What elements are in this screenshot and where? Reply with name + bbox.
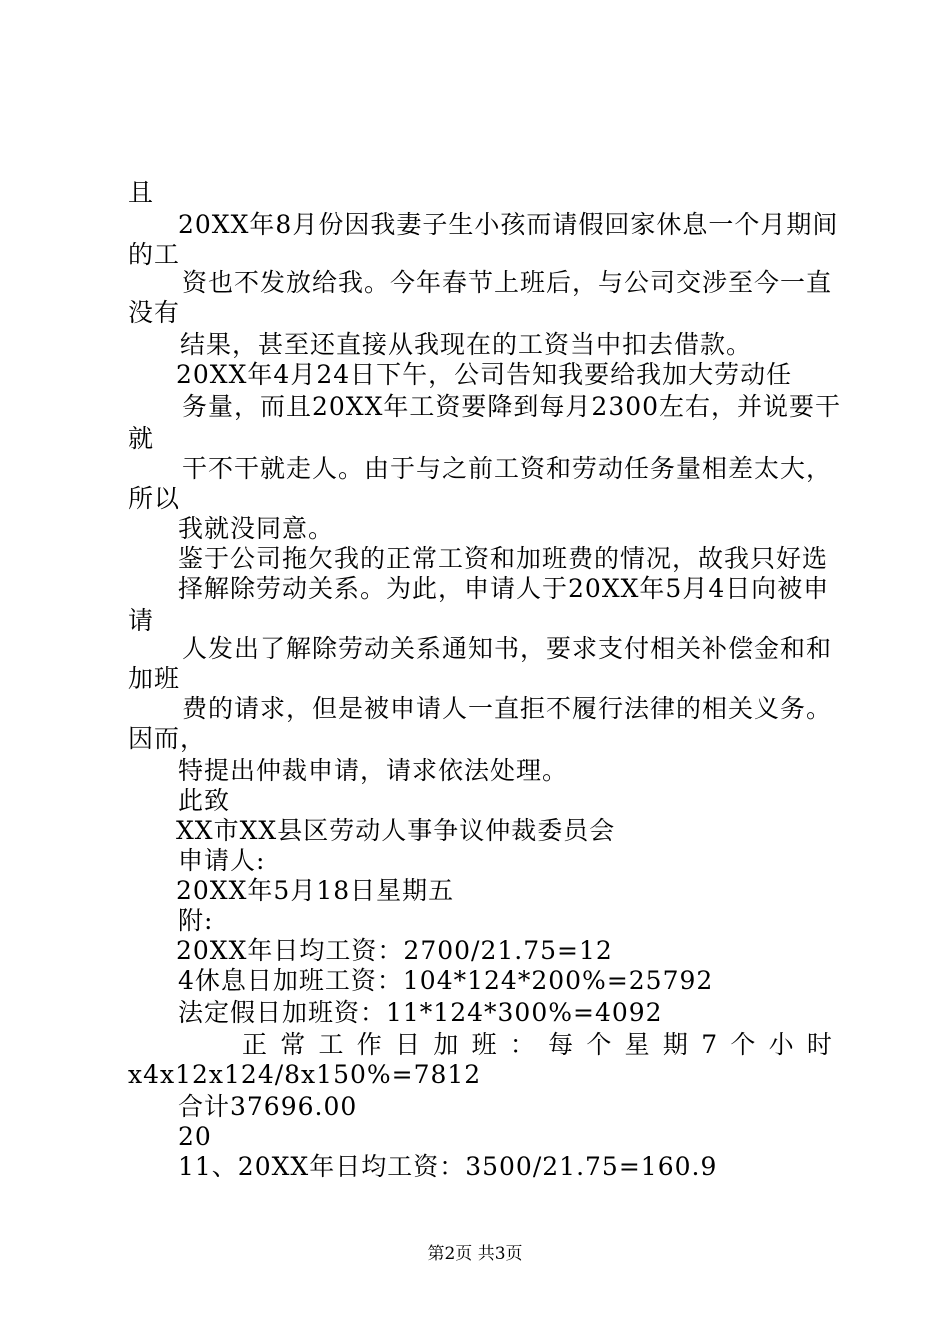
justified-char: 常 <box>280 1030 306 1059</box>
text-line: 务量，而且20XX年工资要降到每月2300左右，并说要干 <box>182 392 842 421</box>
text-line: 20XX年8月份因我妻子生小孩而请假回家休息一个月期间 <box>178 210 839 239</box>
justified-text-line <box>242 1030 832 1060</box>
justified-char: 作 <box>356 1030 382 1059</box>
justified-char: ： <box>509 1030 535 1059</box>
text-line: 4休息日加班工资：104*124*200%=25792 <box>178 966 714 995</box>
text-line: 因而， <box>128 724 207 753</box>
text-line: 合计37696.00 <box>178 1092 358 1121</box>
text-line: 20XX年5月18日星期五 <box>176 876 455 905</box>
text-line: 人发出了解除劳动关系通知书，要求支付相关补偿金和和 <box>182 634 833 663</box>
justified-char: 7 <box>701 1030 718 1059</box>
justified-char: 班 <box>471 1030 497 1059</box>
justified-char: 工 <box>318 1030 344 1059</box>
text-line: 我就没同意。 <box>178 514 335 543</box>
justified-char: 星 <box>624 1030 650 1059</box>
justified-char: 个 <box>586 1030 612 1059</box>
justified-char: 日 <box>395 1030 421 1059</box>
text-line: XX市XX县区劳动人事争议仲裁委员会 <box>176 816 616 845</box>
justified-char: 时 <box>806 1030 832 1059</box>
text-line: 费的请求，但是被申请人一直拒不履行法律的相关义务。 <box>182 694 833 723</box>
text-line: 所以 <box>128 484 181 513</box>
text-line: 申请人: <box>178 846 266 875</box>
justified-char: 小 <box>768 1030 794 1059</box>
text-line: 11、20XX年日均工资：3500/21.75=160.9 <box>178 1152 718 1181</box>
text-line: 就 <box>128 424 155 453</box>
text-line: 择解除劳动关系。为此，申请人于20XX年5月4日向被申 <box>178 574 830 603</box>
text-line: 鉴于公司拖欠我的正常工资和加班费的情况，故我只好选 <box>178 544 829 573</box>
text-line: 20 <box>178 1122 212 1151</box>
text-line: 20XX年日均工资：2700/21.75=12 <box>176 936 613 965</box>
text-line: 加班 <box>128 664 181 693</box>
justified-char: 正 <box>242 1030 268 1059</box>
page-footer: 第2页 共3页 <box>427 1244 523 1264</box>
justified-char: 加 <box>433 1030 459 1059</box>
text-line: 且 <box>128 178 155 207</box>
text-line: 请 <box>128 606 155 635</box>
justified-char: 期 <box>662 1030 688 1059</box>
text-line: 资也不发放给我。今年春节上班后，与公司交涉至今一直 <box>182 268 833 297</box>
text-line: x4x12x124/8x150%=7812 <box>128 1060 482 1089</box>
text-line: 特提出仲裁申请，请求依法处理。 <box>178 756 569 785</box>
justified-char: 每 <box>548 1030 574 1059</box>
text-line: 此致 <box>178 786 231 815</box>
text-line: 法定假日加班资：11*124*300%=4092 <box>178 998 663 1027</box>
text-line: 没有 <box>128 298 181 327</box>
text-line: 的工 <box>128 240 181 269</box>
justified-char: 个 <box>730 1030 756 1059</box>
text-line: 20XX年4月24日下午，公司告知我要给我加大劳动任 <box>176 360 793 389</box>
text-line: 干不干就走人。由于与之前工资和劳动任务量相差太大， <box>182 454 833 483</box>
text-line: 结果，甚至还直接从我现在的工资当中扣去借款。 <box>180 330 753 359</box>
text-line: 附: <box>178 906 214 935</box>
